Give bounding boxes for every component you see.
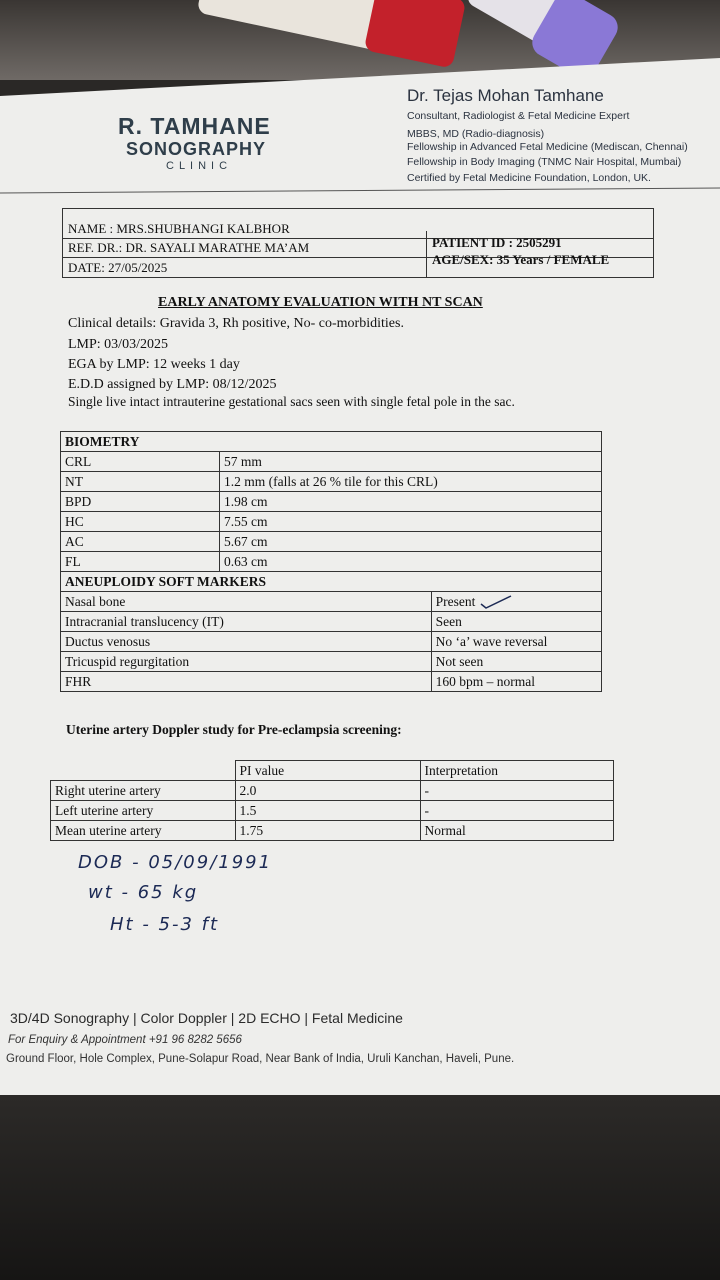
doppler-title: Uterine artery Doppler study for Pre-eclampsia screening: <box>66 722 402 737</box>
doppler-pi: 1.75 <box>235 821 420 841</box>
ega: EGA by LMP: 12 weeks 1 day <box>68 357 240 372</box>
table-row <box>61 532 602 552</box>
biometry-value: 5.67 cm <box>220 532 602 552</box>
table-row <box>61 612 602 632</box>
referring-doctor: REF. DR.: DR. SAYALI MARATHE MA’AM <box>68 240 310 255</box>
doppler-col-interp: Interpretation <box>420 761 614 781</box>
biometry-label: AC <box>61 532 220 552</box>
doppler-pi: 2.0 <box>235 781 420 801</box>
clinic-subtitle-small: CLINIC <box>166 160 233 172</box>
patient-info-box <box>62 208 654 278</box>
table-row <box>61 652 602 672</box>
biometry-label: BPD <box>61 492 220 512</box>
marker-value-text: Present <box>435 593 476 609</box>
table-row <box>61 592 602 612</box>
marker-label: Tricuspid regurgitation <box>61 652 432 672</box>
clinic-subtitle: SONOGRAPHY <box>126 139 267 159</box>
report-title: EARLY ANATOMY EVALUATION WITH NT SCAN <box>158 295 483 310</box>
table-row <box>61 572 602 592</box>
doppler-table <box>50 760 614 841</box>
biometry-label: NT <box>61 472 220 492</box>
marker-label: Ductus venosus <box>61 632 432 652</box>
table-row <box>51 801 614 821</box>
marker-label: Nasal bone <box>61 592 432 612</box>
biometry-header: BIOMETRY <box>61 432 602 452</box>
biometry-label: HC <box>61 512 220 532</box>
report-date: DATE: 27/05/2025 <box>68 260 168 275</box>
marker-value <box>431 592 601 612</box>
clinic-name: R. TAMHANE <box>118 113 271 139</box>
footer-contact: For Enquiry & Appointment +91 96 8282 5656 <box>8 1034 242 1046</box>
marker-label: FHR <box>61 672 432 692</box>
doppler-label: Right uterine artery <box>51 781 236 801</box>
doppler-interp: Normal <box>420 821 614 841</box>
handwritten-dob: DOB - 05/09/1991 <box>78 852 273 873</box>
biometry-value: 7.55 cm <box>220 512 602 532</box>
handwritten-weight: wt - 65 kg <box>88 882 199 903</box>
doppler-interp: - <box>420 801 614 821</box>
doppler-label: Mean uterine artery <box>51 821 236 841</box>
table-row <box>61 632 602 652</box>
table-row <box>51 781 614 801</box>
table-row <box>61 492 602 512</box>
biometry-value: 57 mm <box>220 452 602 472</box>
handwritten-height: Ht - 5-3 ft <box>110 914 220 935</box>
biometry-value: 1.98 cm <box>220 492 602 512</box>
table-row <box>61 452 602 472</box>
background-bottom <box>0 1095 720 1280</box>
table-row <box>61 472 602 492</box>
biometry-label: CRL <box>61 452 220 472</box>
patient-id: PATIENT ID : 2505291 <box>432 235 562 250</box>
doctor-name: Dr. Tejas Mohan Tamhane <box>407 86 604 105</box>
doppler-pi: 1.5 <box>235 801 420 821</box>
summary: Single live intact intrauterine gestational sacs seen with single fetal pole in the sac. <box>68 394 515 409</box>
biometry-value: 0.63 cm <box>220 552 602 572</box>
doctor-credential: Fellowship in Advanced Fetal Medicine (Mediscan, Chennai) <box>407 141 688 153</box>
row-divider <box>63 238 653 239</box>
edd: E.D.D assigned by LMP: 08/12/2025 <box>68 377 277 392</box>
biometry-table <box>60 431 602 692</box>
doctor-credential: Fellowship in Body Imaging (TNMC Nair Hospital, Mumbai) <box>407 156 682 168</box>
marker-label: Intracranial translucency (IT) <box>61 612 432 632</box>
doctor-credential: Consultant, Radiologist & Fetal Medicine Expert <box>407 110 630 122</box>
check-mark-icon <box>479 595 513 609</box>
footer-address: Ground Floor, Hole Complex, Pune-Solapur Road, Near Bank of India, Uruli Kanchan, Haveli, Pune. <box>6 1053 515 1065</box>
markers-header: ANEUPLOIDY SOFT MARKERS <box>61 572 602 592</box>
biometry-value: 1.2 mm (falls at 26 % tile for this CRL) <box>220 472 602 492</box>
clinical-details: Clinical details: Gravida 3, Rh positive, No- co-morbidities. <box>68 316 404 331</box>
lmp: LMP: 03/03/2025 <box>68 337 168 352</box>
doppler-empty-cell <box>51 761 236 781</box>
patient-age-sex: AGE/SEX: 35 Years / FEMALE <box>432 252 610 267</box>
doppler-label: Left uterine artery <box>51 801 236 821</box>
table-row <box>61 552 602 572</box>
patient-name: NAME : MRS.SHUBHANGI KALBHOR <box>68 221 290 236</box>
marker-value: Seen <box>431 612 601 632</box>
doctor-credential: Certified by Fetal Medicine Foundation, London, UK. <box>407 172 651 184</box>
footer-services: 3D/4D Sonography | Color Doppler | 2D ECHO | Fetal Medicine <box>10 1010 403 1026</box>
marker-value: 160 bpm – normal <box>431 672 601 692</box>
table-row <box>61 512 602 532</box>
table-row <box>51 761 614 781</box>
marker-value: Not seen <box>431 652 601 672</box>
doppler-interp: - <box>420 781 614 801</box>
biometry-label: FL <box>61 552 220 572</box>
marker-value: No ‘a’ wave reversal <box>431 632 601 652</box>
doctor-credential: MBBS, MD (Radio-diagnosis) <box>407 128 545 140</box>
column-divider <box>426 231 427 277</box>
table-row <box>61 432 602 452</box>
doppler-col-pi: PI value <box>235 761 420 781</box>
table-row <box>51 821 614 841</box>
table-row <box>61 672 602 692</box>
